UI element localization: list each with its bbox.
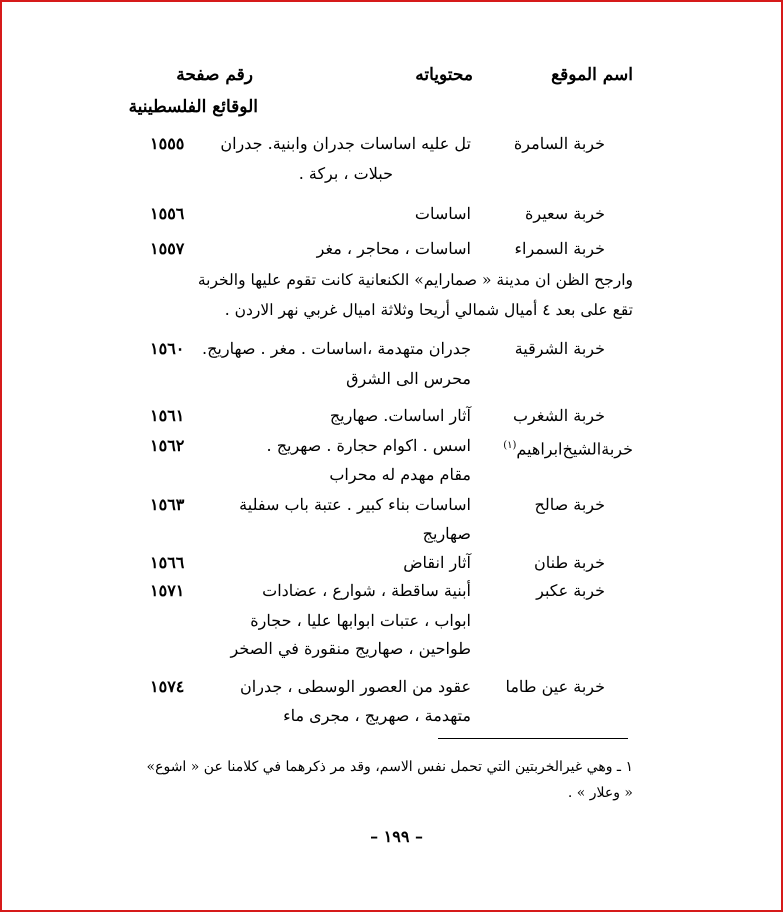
footnote-line: ١ ـ وهي غيرالخربتين التي تحمل نفس الاسم، وقد مر ذكرهما في كلامنا عن « اشوع»: [146, 759, 633, 775]
footnote-line: « وعلار » .: [567, 785, 633, 801]
page-ref: ١٥٥٦: [150, 204, 185, 223]
site-name: خربة الشرقية: [514, 339, 605, 358]
contents-line: آثار انقاض: [403, 553, 471, 572]
footnote-marker: (١): [503, 440, 517, 451]
site-name: خربة عكبر: [536, 581, 605, 600]
site-name: خربة السامرة: [513, 134, 605, 153]
contents-line: اساسات بناء كبير . عتبة باب سفلية: [239, 495, 471, 514]
contents-line: آثار اساسات. صهاريج: [329, 406, 471, 425]
contents-line: اساسات ، محاجر ، مغر: [316, 239, 471, 258]
note-paragraph-line: تقع على بعد ٤ أميال شمالي أريحا وثلاثة اميال غربي نهر الاردن .: [224, 301, 633, 319]
site-name: خربة صالح: [534, 495, 605, 514]
site-name: خربة طنان: [533, 553, 605, 572]
site-name: خربة الشغرب: [512, 406, 605, 425]
source-title: الوقائع الفلسطينية: [128, 97, 258, 117]
page-ref: ١٥٥٧: [150, 239, 185, 258]
contents-line: اسس . اكوام حجارة . صهريج .: [266, 436, 471, 455]
page-number: – ١٩٩ –: [370, 827, 423, 846]
note-paragraph-line: وارجح الظن ان مدينة « صمارايم» الكنعانية كانت تقوم عليها والخربة: [197, 271, 633, 289]
contents-line: عقود من العصور الوسطى ، جدران: [240, 677, 471, 696]
contents-line: تل عليه اساسات جدران وابنية. جدران: [220, 134, 471, 153]
header-page: رقم صفحة: [176, 65, 253, 85]
contents-line: جدران متهدمة ،اساسات . مغر . صهاريج.: [202, 339, 471, 358]
site-name: خربة سعيرة: [525, 204, 605, 223]
contents-line: محرس الى الشرق: [346, 369, 471, 388]
site-name: خربة السمراء: [514, 239, 605, 258]
page-ref: ١٥٧١: [150, 581, 185, 600]
contents-line: مقام مهدم له محراب: [329, 465, 471, 484]
header-site: اسم الموقع: [551, 65, 633, 85]
site-name: خربة عين طاما: [505, 677, 605, 696]
contents-line: طواحين ، صهاريج منقورة في الصخر: [230, 639, 471, 658]
contents-line: متهدمة ، صهريج ، مجرى ماء: [283, 706, 471, 725]
footnote-divider: [438, 738, 628, 739]
site-name: خربةالشيخ‌ابراهيم$^{(١)}$: [503, 439, 633, 459]
page-ref: ١٥٦٠: [150, 339, 185, 358]
contents-line: أبنية ساقطة ، شوارع ، عضادات: [262, 581, 471, 600]
contents-line: صهاريج: [422, 524, 471, 543]
page-ref: ١٥٦٦: [150, 553, 185, 572]
header-contents: محتوياته: [415, 65, 473, 85]
contents-line: اساسات: [414, 204, 471, 223]
contents-line: ابواب ، عتبات ابوابها عليا ، حجارة: [250, 611, 471, 630]
page-ref: ١٥٦٢: [150, 436, 185, 455]
page-ref: ١٥٦١: [150, 406, 185, 425]
page-ref: ١٥٦٣: [150, 495, 185, 514]
page-ref: ١٥٥٥: [150, 134, 185, 153]
page-ref: ١٥٧٤: [150, 677, 185, 696]
contents-line: حبلات ، بركة .: [298, 164, 393, 183]
